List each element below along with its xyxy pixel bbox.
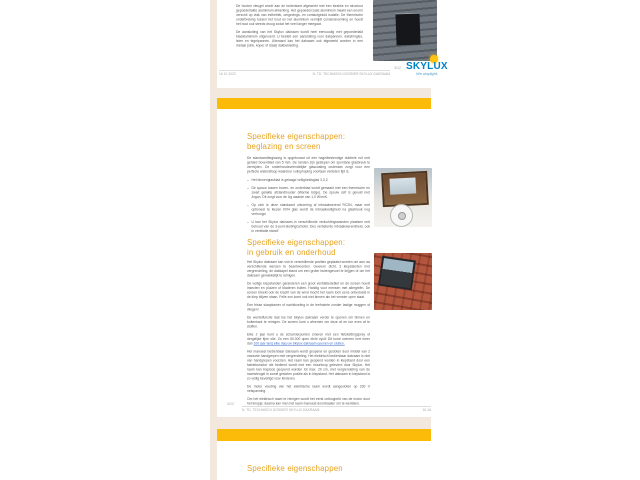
heading-line: in gebruik en onderhoud xyxy=(247,247,336,257)
use-maintenance-text xyxy=(247,260,370,480)
dark-roof-photo xyxy=(373,0,437,61)
paragraph: De standaardbeglazing is opgebouwd uit een hagelbestendige dubbele ruit met gehard bovenblad van 5 mm. De randen zijn geslepen om spontane glasbreuk te vermijden. De onderhoudsvriendelijke glascoating onderaan zorgt voor een perfecte waterafloop waardoor vuilophoping voortaan verleden tijd is. xyxy=(247,156,370,174)
page-gap-band xyxy=(210,417,431,429)
heading-line: Specifieke eigenschappen: xyxy=(247,238,346,247)
list-item: – De spouw tussen boven- en onderblad wordt gemaakt met een thermische en zwart gelakte afstandhouder (Warme Edge). De spouw zelf is gevuld met Argon. Dit zorgt voor de Ug waarde van 1,0 W/m²K. xyxy=(247,186,370,200)
list-item: – Het binnenglasblad is gelaagd veiligheidsglas 3.3.2. xyxy=(247,178,370,183)
footer-code: 10-16 xyxy=(422,408,431,412)
paragraph: Een frisse slaapkamer of nachtkoeling in de leefruimte zonder lastige muggen of vliegen! xyxy=(247,303,370,312)
open-roof-window-shape xyxy=(378,256,416,290)
page-number: 3/12 xyxy=(394,66,402,70)
paragraph: Het Skylux dakraam kan vlot in verschillende posities geplaatst worden om aan uw verschillende wensen te beantwoorden. Gewoon dicht, 3 kiepstanden met vergrendeling, de dakkapel stand om een groter buitengevoel te krijgen of om het dakraam gemakkelijk te reinigen. xyxy=(247,260,370,278)
paragraph: De wentelfunctie laat toe het Skylux dakraam verder te openen om binnen en buitenkant te reinigen. De screen kunt u afnemen om deze af en toe even af te stoffen. xyxy=(247,316,370,329)
wood-window-shape xyxy=(381,171,429,207)
yellow-header-bar xyxy=(217,98,431,109)
hyperlink-100-jaar[interactable]: 100 jaar lang elke dag uw Skylux dakraam openen en sluiten. xyxy=(253,342,345,346)
red-roof-photo xyxy=(374,253,432,310)
section-heading-glazing xyxy=(247,132,345,151)
paragraph: De houten vleugel wordt aan de buitenkant afgewerkt met een strakke en structuur gepoederlakte aluminium afwerking. Het gepoedercoate aluminium maakt een enorm verschil op vlak van esthetiek, omgevings- en contactgeluid isolatie. De thermische onderbreking tussen het hout en het aluminium vermijdt condensvorming en houdt het hout ook steeds droog zodat het veel langer meegaat. xyxy=(236,4,363,26)
logo-wordmark: SKYLUX xyxy=(406,61,448,72)
list-item: – Op zich is deze standaard uitvoering al inbraakwerend RC2N, maar met optioneel te kiezen KR4 glas wordt de inbraakveiligheid na glasbreuk nog verhoogd. xyxy=(247,203,370,217)
page2-footer xyxy=(242,408,431,417)
interior-window-photo xyxy=(374,168,432,227)
logo-tagline: We daylight. xyxy=(416,72,439,77)
paragraph-with-link xyxy=(247,333,370,347)
page-gap-band xyxy=(210,88,431,98)
section-heading-next: Specifieke eigenschappen xyxy=(247,464,343,473)
heading-line: beglazing en screen xyxy=(247,141,321,151)
paragraph: De aansluiting van het Skylux dakraam wordt heel eenvoudig met gepoederlakt bladaluminium uitgevoerd. U bestelt een aansluiting voor dakpannen, dakshingles, leien en tegelpannen. Uiteraard kan het dakraam ook afgewerkt worden in een metaal (zink, koper of staal) dakbekleding. xyxy=(236,30,363,48)
paragraph: Om het elektrisch raam te reinigen wordt het eerst ontkoppeld van de motor door het knopje; daarna kan men het raam manueel doordraaien om te wentelen. xyxy=(247,397,370,406)
skylux-logo xyxy=(406,55,462,82)
section-heading-use xyxy=(247,238,345,257)
paragraph: Het manueel bedienbaar dakraam wordt geopend en gesloten door middel van 2 manuele handgrepen met vergrendeling. Het elektrisch bedienbaar dakraam is niet van handgrepen voorzien. Het raam kan geopend worden in kiepstand door een fabrieksmotor die bediend wordt met een muurknop geleverd door Skylux. Het raam kan traploos geopend worden tot max. 20 cm, met vergrendeling van de raamvleugel in zowel gesloten positie als in kiepstand. Het dakraam in kiepstand is zo veilig beveiligd voor kinderen. xyxy=(247,350,370,381)
list-item: – U kan het Skylux dakraam in verschillende verluchtingsstanden plaatsen met behoud van de 3-punt-sluiting/schotel. Dus verbeterde inbraakwerendheid, ook in ventilatie stand! xyxy=(247,220,370,234)
detail-dot xyxy=(398,212,406,220)
page1-body-text xyxy=(236,4,363,99)
paragraph: De veilige kiepstanden garanderen een groot ventilatiedebiet en de screen houdt insecten en pluizen of bladeren buiten. Handig voor mensen met allergieën. De screen breekt ook de kracht van de wind mocht het raam toch eens onbedoeld in de kiep blijven staan. Felle zon komt ook niet binnen als het venster open staat. xyxy=(247,282,370,299)
footer-date: 16 10 2022 xyxy=(219,72,236,76)
page1-footer xyxy=(219,72,390,81)
paragraph: De motor voeding van het elektrische raam wordt aangesloten op 230 V netspanning. xyxy=(247,385,370,393)
footer-rule xyxy=(242,406,431,407)
footer-docname: N. TD. TECHNISCH DOSSIER SKYLUX DAKRAAM xyxy=(312,72,390,76)
link-pre-text: Elke 2 jaar kunt u de scharnierpunten smeren met een fietskettingspray of dergelijke fijne olie. Zo een 50.000 open dicht cycli! Dit komt overeen met meer dan xyxy=(247,333,370,346)
page-left-edge-strip xyxy=(210,0,217,480)
heading-line: Specifieke eigenschappen: xyxy=(247,132,346,141)
detail-inset-circle xyxy=(390,204,413,227)
footer-rule xyxy=(219,70,390,71)
window-glass-shape xyxy=(389,177,416,194)
yellow-header-bar xyxy=(217,429,431,441)
skylight-flashing-shape xyxy=(395,13,420,46)
footer-docname: N. TD. TECHNISCH DOSSIER SKYLUX DAKRAAM xyxy=(242,408,320,412)
page-number: 4/12 xyxy=(227,402,235,406)
